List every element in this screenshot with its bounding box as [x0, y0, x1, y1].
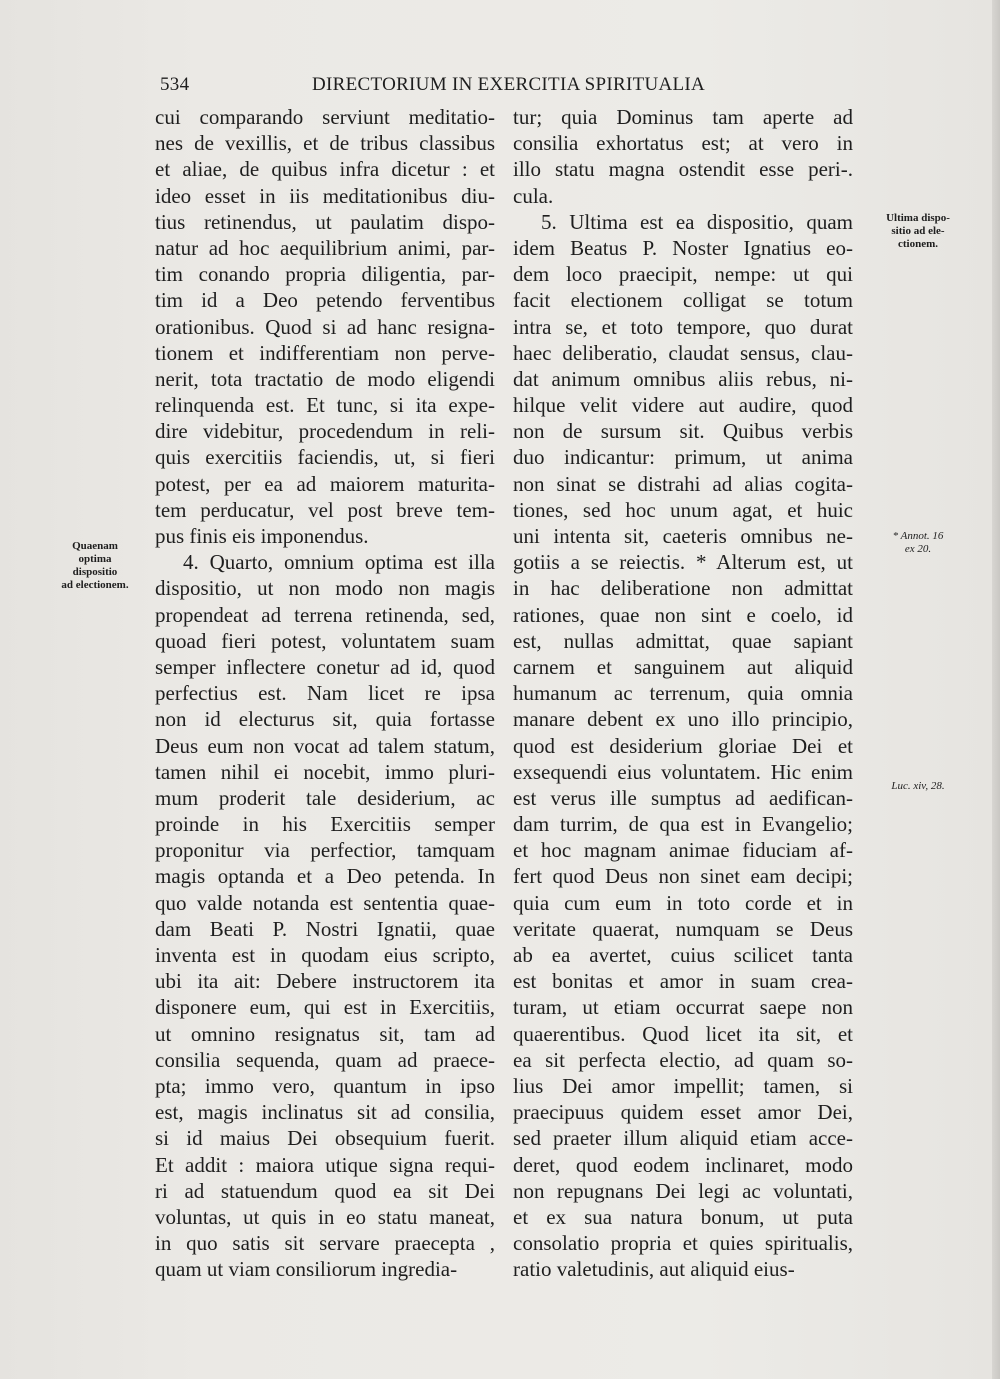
text-line: natur ad hoc aequilibrium animi, par- [155, 235, 495, 260]
text-line: tem perducatur, vel post breve tem- [155, 497, 495, 522]
page-edge [992, 0, 1000, 1379]
text-line: est, magis inclinatus sit ad consilia, [155, 1100, 495, 1125]
header-title: DIRECTORIUM IN EXERCITIA SPIRITUALIA [312, 74, 706, 95]
text-line: potest, per ea ad maiorem maturita- [155, 471, 495, 496]
text-line: et hoc magnam animae fiduciam af- [513, 838, 853, 863]
margin-note-line: ctionem. [897, 238, 938, 250]
text-line: nes de vexillis, et de tribus classibus [155, 131, 495, 156]
text-line: intra se, et toto tempore, quo durat [513, 314, 853, 339]
text-line: gotiis a se reiectis. * Alterum est, ut [513, 550, 853, 575]
text-line: propendeat ad terrena retinenda, sed, [155, 602, 495, 627]
text-line: consilia exhortatus est; at vero in [513, 131, 853, 156]
text-line: dispositio, ut non modo non magis [155, 576, 495, 601]
text-line: quod est desiderium gloriae Dei et [513, 733, 853, 758]
text-line: inventa est in quodam eius scripto, [155, 943, 495, 967]
text-line: cula. [513, 183, 554, 208]
right-text-column [513, 104, 853, 1282]
left-text-column [155, 104, 495, 1282]
margin-note-right-1 [872, 212, 964, 251]
running-head [160, 74, 860, 98]
text-line: quo valde notanda est sententia quae- [155, 890, 495, 915]
text-line: est bonitas et amor in suam crea- [513, 969, 853, 994]
text-line: non sinat se distrahi ad alias cogita- [513, 471, 853, 496]
text-line: tamen nihil ei nocebit, immo pluri- [155, 759, 495, 784]
text-line: manare debent ex uno illo principio, [513, 707, 853, 732]
text-line: Deus eum non vocat ad talem statum, [155, 733, 495, 758]
text-line: consolatio propria et quies spiritualis, [513, 1231, 853, 1256]
text-line: veritate quaerat, numquam se Deus [513, 916, 853, 941]
text-line: tionem et indifferentiam non perve- [155, 340, 495, 365]
text-line: est verus ille sumptus ad aedifican- [513, 785, 853, 810]
text-line: relinquenda est. Et tunc, si ita expe- [155, 393, 495, 418]
text-line: tiones, sed hoc unum agat, et huic [513, 497, 853, 522]
text-line: Et addit : maiora utique signa requi- [155, 1152, 495, 1177]
text-line: uni intenta sit, caeteris omnibus ne- [513, 524, 853, 548]
margin-note-line: optima [78, 553, 112, 565]
text-line: turam, ut etiam occurrat saepe non [513, 995, 853, 1020]
text-line: ri ad statuendum quod ea sit Dei [155, 1178, 495, 1203]
text-line: disponere eum, qui est in Exercitiis, [155, 995, 495, 1020]
text-line: pus finis eis imponendus. [155, 524, 369, 548]
text-line: 5. Ultima est ea dispositio, quam [541, 209, 853, 234]
text-line: ab ea avertet, cuius scilicet tanta [513, 943, 853, 967]
text-line: non id electurus sit, quia fortasse [155, 707, 495, 732]
text-line: non repugnans Dei legi ac voluntati, [513, 1178, 853, 1203]
text-line: consilia sequenda, quam ad praece- [155, 1047, 495, 1072]
text-line: magis optanda et a Deo petenda. In [155, 864, 495, 889]
text-line: illo statu magna ostendit esse peri-. [513, 157, 853, 182]
margin-note-line: ad electionem. [61, 579, 129, 591]
text-line: tius retinendus, ut paulatim dispo- [155, 209, 495, 234]
text-line: praecipuus quidem esset amor Dei, [513, 1100, 853, 1125]
text-line: ut omnino resignatus sit, tam ad [155, 1021, 495, 1046]
text-line: dam turrim, de qua est in Evangelio; [513, 812, 853, 837]
margin-note-right-2 [872, 530, 964, 556]
text-line: quia cum eum in toto corde et in [513, 890, 853, 915]
text-line: perfectius est. Nam licet re ipsa [155, 681, 495, 706]
text-line: hilque velit videre aut audire, quod [513, 393, 853, 418]
text-line: non de sursum sit. Quibus verbis [513, 419, 853, 444]
text-line: ideo esset in iis meditationibus diu- [155, 183, 495, 208]
text-line: tur; quia Dominus tam aperte ad [513, 105, 853, 129]
text-line: humanum ac terrenum, quia omnia [513, 681, 853, 706]
text-line: exsequendi eius voluntatem. Hic enim [513, 759, 853, 784]
margin-note-left [40, 540, 150, 592]
margin-note-line: dispositio [72, 566, 118, 578]
text-line: 4. Quarto, omnium optima est illa [183, 550, 495, 575]
text-line: ea sit perfecta electio, ad quam so- [513, 1047, 853, 1072]
margin-note-line: Ultima dispo- [886, 212, 950, 224]
page-number: 534 [160, 74, 190, 95]
margin-note-right-3 [872, 780, 964, 793]
text-line: voluntas, ut quis in eo statu maneat, [155, 1204, 495, 1229]
text-line: mum proderit tale desiderium, ac [155, 785, 495, 810]
text-line: tim id a Deo petendo ferventibus [155, 288, 495, 313]
text-line: lius Dei amor impellit; tamen, si [513, 1073, 853, 1098]
text-line: in quo satis sit servare praecepta , [155, 1231, 495, 1256]
margin-note-line: sitio ad ele- [891, 225, 945, 237]
text-line: pta; immo vero, quantum in ipso [155, 1073, 495, 1098]
margin-note-line: Quaenam [72, 540, 118, 552]
text-line: dire videbitur, procedendum in reli- [155, 419, 495, 444]
margin-note-line: ex 20. [904, 543, 932, 555]
text-line: quam ut viam consiliorum ingredia- [155, 1257, 458, 1282]
text-line: duo indicantur: primum, ut anima [513, 445, 853, 470]
margin-note-line: * Annot. 16 [892, 530, 944, 542]
text-line: si id maius Dei obsequium fuerit. [155, 1126, 495, 1151]
text-line: carnem et sanguinem aut aliquid [513, 654, 853, 679]
text-line: est, nullas admittat, quae sapiant [513, 628, 853, 653]
text-line: sed praeter illum aliquid etiam acce- [513, 1126, 853, 1151]
text-line: quis exercitiis faciendis, ut, si fieri [155, 445, 495, 470]
text-line: quoad fieri potest, voluntatem suam [155, 628, 495, 653]
text-line: tim conando propria diligentia, par- [155, 262, 495, 287]
text-line: orationibus. Quod si ad hanc resigna- [155, 314, 495, 339]
text-line: cui comparando serviunt meditatio- [155, 105, 495, 129]
text-line: haec deliberatio, claudat sensus, clau- [513, 340, 853, 365]
text-line: nerit, tota tractatio de modo eligendi [155, 366, 495, 391]
text-line: deret, quod eodem inclinaret, modo [513, 1152, 853, 1177]
text-line: proponitur via perfectior, tamquam [155, 838, 495, 863]
text-line: in hac deliberatione non admittat [513, 576, 853, 601]
text-line: idem Beatus P. Noster Ignatius eo- [513, 235, 853, 260]
text-line: facit electionem colligat se totum [513, 288, 853, 313]
text-line: dam Beati P. Nostri Ignatii, quae [155, 916, 495, 941]
text-line: ubi ita ait: Debere instructorem ita [155, 969, 495, 994]
text-line: dat animum omnibus aliis rebus, ni- [513, 366, 853, 391]
margin-note-line: Luc. xiv, 28. [891, 780, 945, 792]
text-line: ratio valetudinis, aut aliquid eius- [513, 1257, 795, 1282]
text-line: rationes, quae non sint e coelo, id [513, 602, 853, 627]
text-line: quaerentibus. Quod licet ita sit, et [513, 1021, 853, 1046]
text-line: dem loco praecipit, nempe: ut qui [513, 262, 853, 287]
text-line: proinde in his Exercitiis semper [155, 812, 495, 837]
text-line: et ex sua natura bonum, ut puta [513, 1204, 853, 1229]
text-line: et aliae, de quibus infra dicetur : et [155, 157, 495, 182]
text-line: semper inflectere conetur ad id, quod [155, 654, 495, 679]
text-line: fert quod Deus non sinet eam decipi; [513, 864, 853, 889]
